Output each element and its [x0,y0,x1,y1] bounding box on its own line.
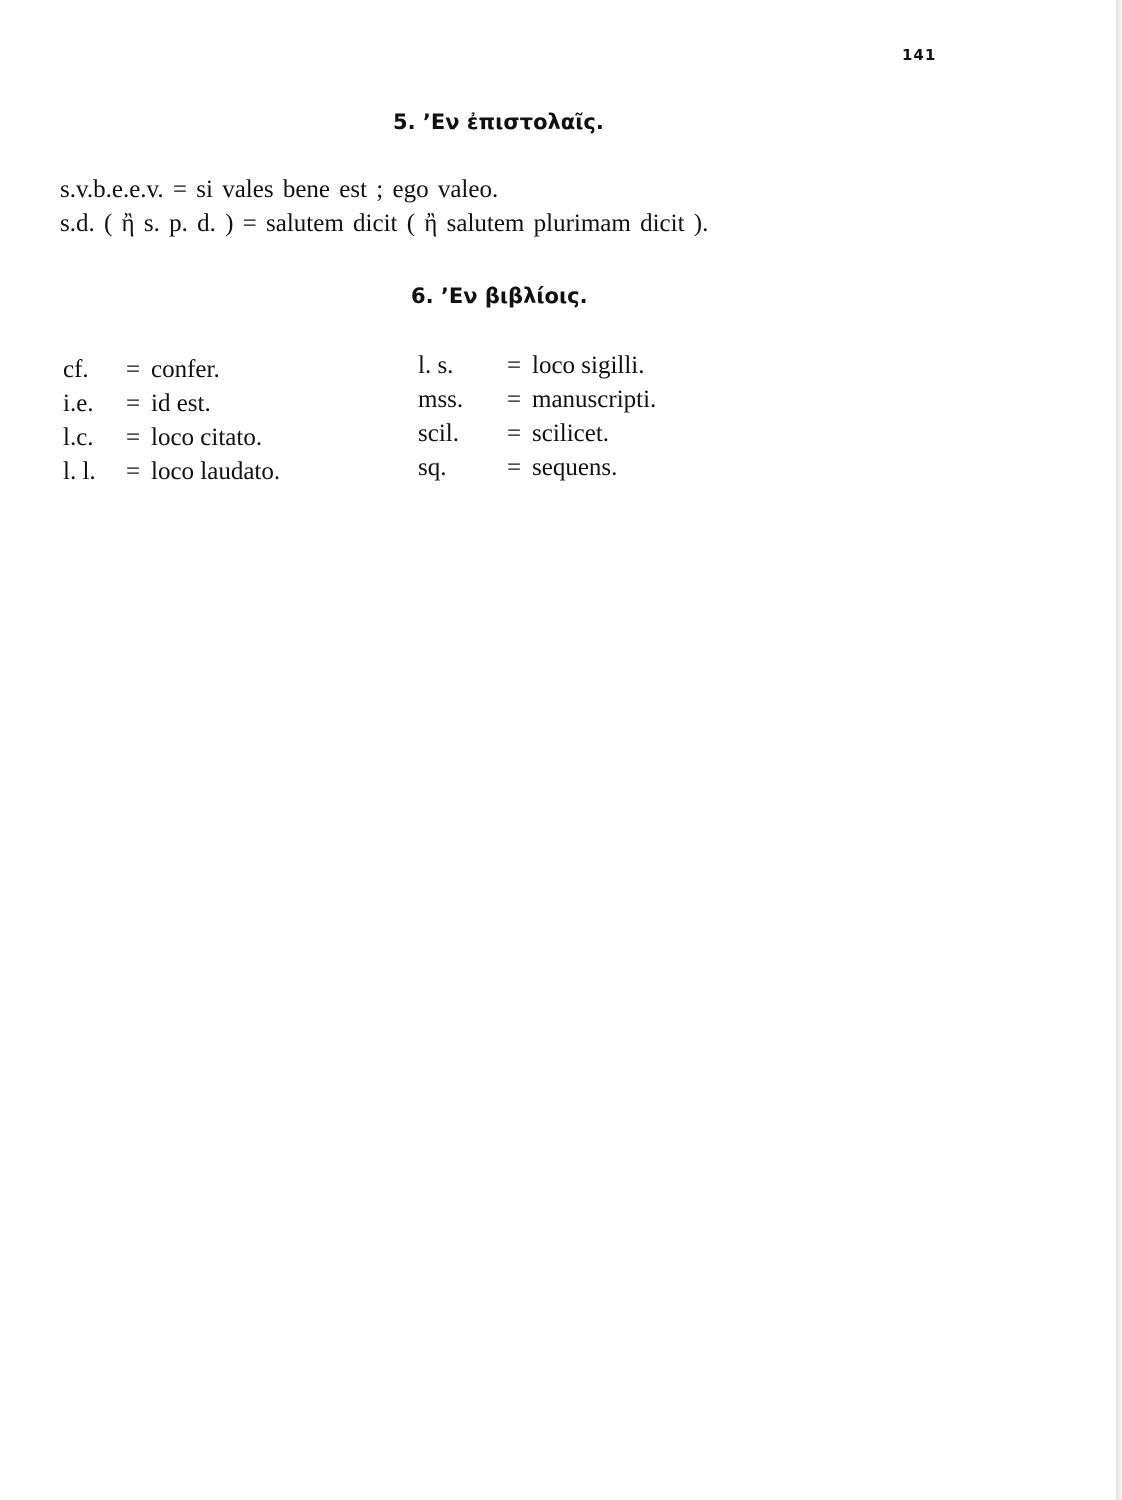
abbreviation: cf. [63,356,89,383]
abbreviation: l. s. [418,352,454,379]
scan-edge [1116,0,1122,1500]
abbreviation-row [418,386,656,414]
section-5-heading: 5. ’Εν ἐπιστολαῖς. [393,110,604,134]
equals-sign: = [506,420,522,447]
meaning: loco sigilli. [532,352,645,379]
abbreviation-row [63,424,262,452]
equals-sign: = [125,390,141,417]
abbreviation: l.c. [63,424,94,451]
meaning: loco laudato. [151,458,281,485]
meaning: scilicet. [532,420,610,447]
equals-sign: = [125,356,141,383]
equals-sign: = [506,386,522,413]
equals-sign: = [125,424,141,451]
section-5-line-1: s.v.b.e.e.v. = si vales bene est ; ego valeo. [60,176,499,203]
meaning: id est. [151,390,211,417]
equals-sign: = [125,458,141,485]
meaning: loco citato. [151,424,263,451]
abbreviation-row [418,454,617,482]
abbreviation-row [418,420,609,448]
meaning: confer. [151,356,220,383]
meaning: manuscripti. [532,386,657,413]
equals-sign: = [506,454,522,481]
abbreviation: mss. [418,386,464,413]
page-number: 141 [902,46,937,64]
equals-sign: = [506,352,522,379]
abbreviation-row [418,352,645,380]
section-6-heading: 6. ’Εν βιβλίοις. [411,284,588,308]
meaning: sequens. [532,454,618,481]
abbreviation: scil. [418,420,459,447]
abbreviation: sq. [418,454,447,481]
abbreviation: i.e. [63,390,94,417]
section-5-line-2: s.d. ( ἢ s. p. d. ) = salutem dicit ( ἢ salutem plurimam dicit ). [60,210,709,237]
abbreviation: l. l. [63,458,96,485]
abbreviation-row [63,458,280,486]
abbreviation-row [63,390,211,418]
abbreviation-row [63,356,220,384]
